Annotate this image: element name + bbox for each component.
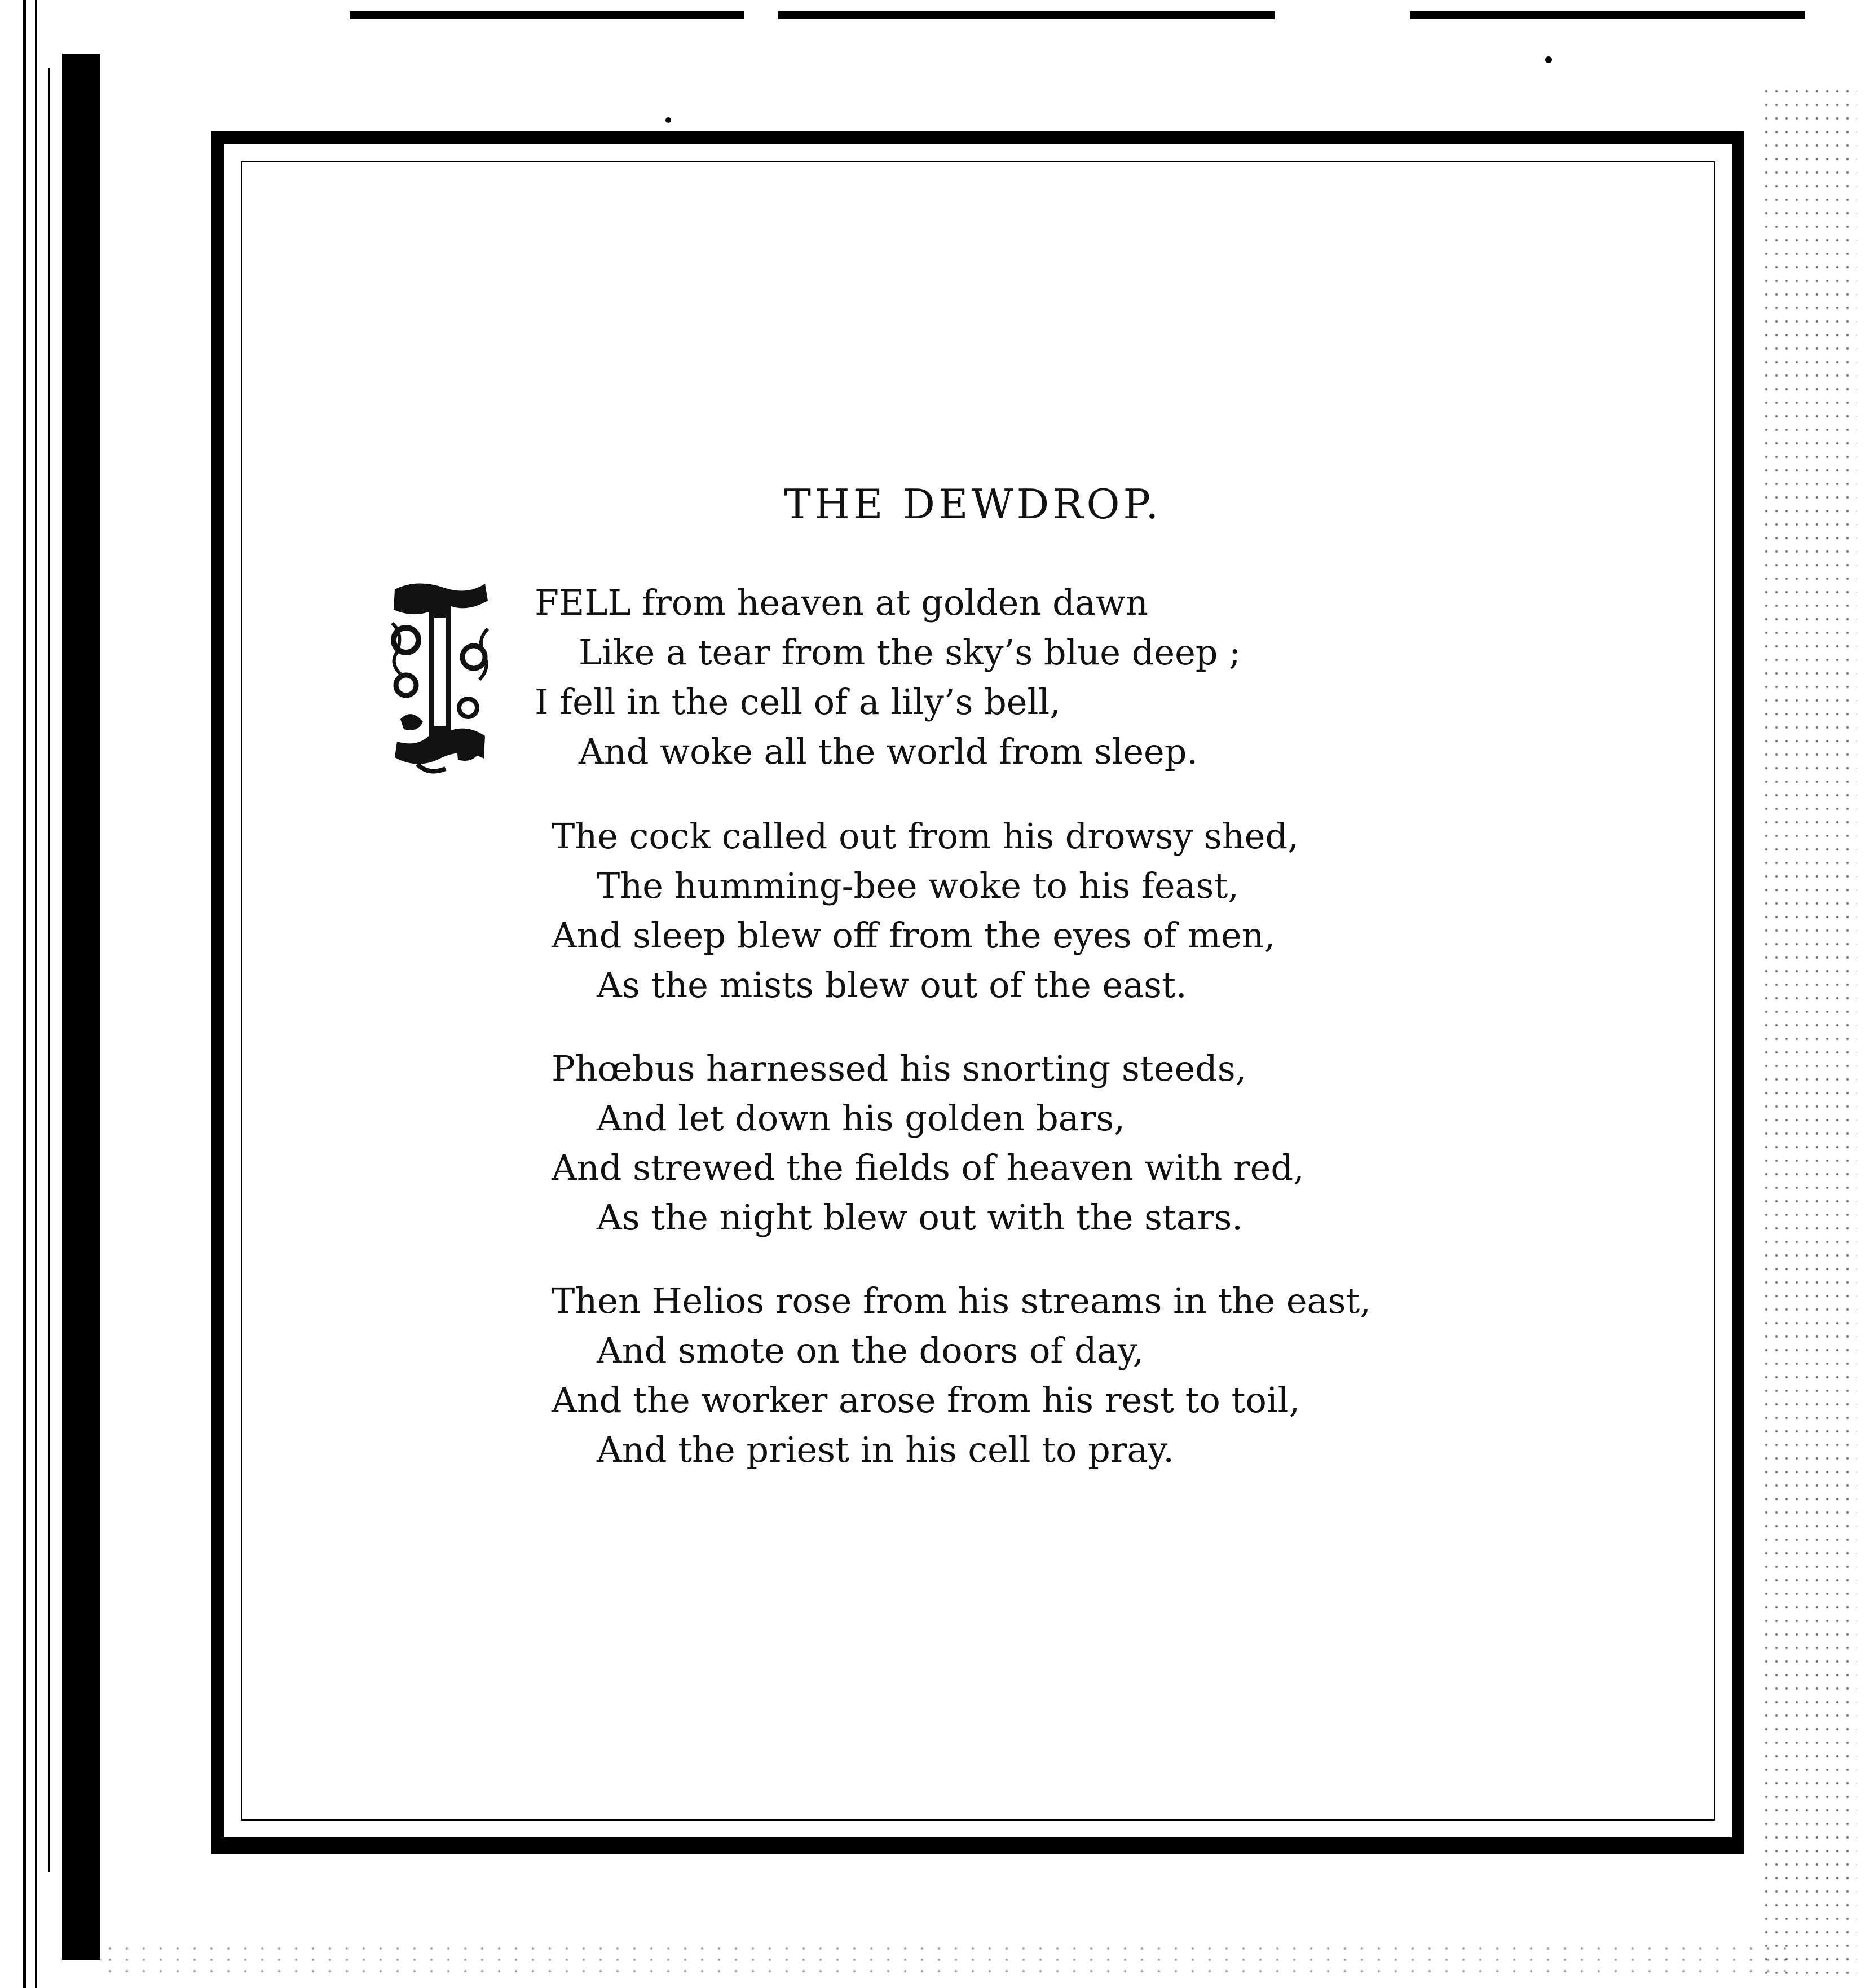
poem-line: Phœbus harnessed his snorting steeds, <box>552 1048 1247 1089</box>
poem-line: I fell in the cell of a lily’s bell, <box>535 681 1061 722</box>
poem-line: And smote on the doors of day, <box>597 1330 1144 1371</box>
poem-line: The humming-bee woke to his feast, <box>597 865 1239 906</box>
poem-stanza <box>535 812 1522 1010</box>
poem-line: The cock called out from his drowsy shed, <box>552 816 1299 857</box>
poem-stanza <box>535 1044 1522 1242</box>
poem-line: As the mists blew out of the east. <box>597 964 1187 1006</box>
spine-edge-line <box>35 0 37 1988</box>
poem-stanza <box>535 1276 1522 1475</box>
poem-line: And woke all the world from sleep. <box>579 731 1198 772</box>
page-bottom-speckle <box>102 1943 1793 1977</box>
top-edge-mark <box>1410 11 1805 19</box>
poem-body <box>535 578 1522 1509</box>
poem-line: And let down his golden bars, <box>597 1097 1125 1139</box>
poem-stanza <box>535 578 1522 777</box>
poem-line: Then Helios rose from his streams in the east, <box>552 1280 1371 1321</box>
poem-line: And the worker arose from his rest to toil, <box>552 1379 1300 1421</box>
top-edge-mark <box>778 11 1275 19</box>
book-spine-shadow <box>62 54 100 1960</box>
page-edge-speckle <box>1761 85 1857 1974</box>
poem-line: As the night blew out with the stars. <box>597 1197 1243 1238</box>
top-edge-mark <box>350 11 744 19</box>
poem-line: And sleep blew off from the eyes of men, <box>552 915 1276 956</box>
spine-edge-line <box>23 0 26 1988</box>
ink-speck <box>665 117 671 123</box>
ornamental-drop-cap-i <box>383 578 496 781</box>
poem-line: Like a tear from the sky’s blue deep ; <box>579 632 1241 673</box>
poem-line: And strewed the fields of heaven with red, <box>552 1147 1304 1188</box>
poem-title: THE DEWDROP. <box>784 481 1162 528</box>
ink-speck <box>1545 56 1552 63</box>
poem-line: And the priest in his cell to pray. <box>597 1429 1174 1470</box>
poem-line: FELL from heaven at golden dawn <box>535 582 1148 623</box>
spine-edge-line <box>48 68 50 1872</box>
